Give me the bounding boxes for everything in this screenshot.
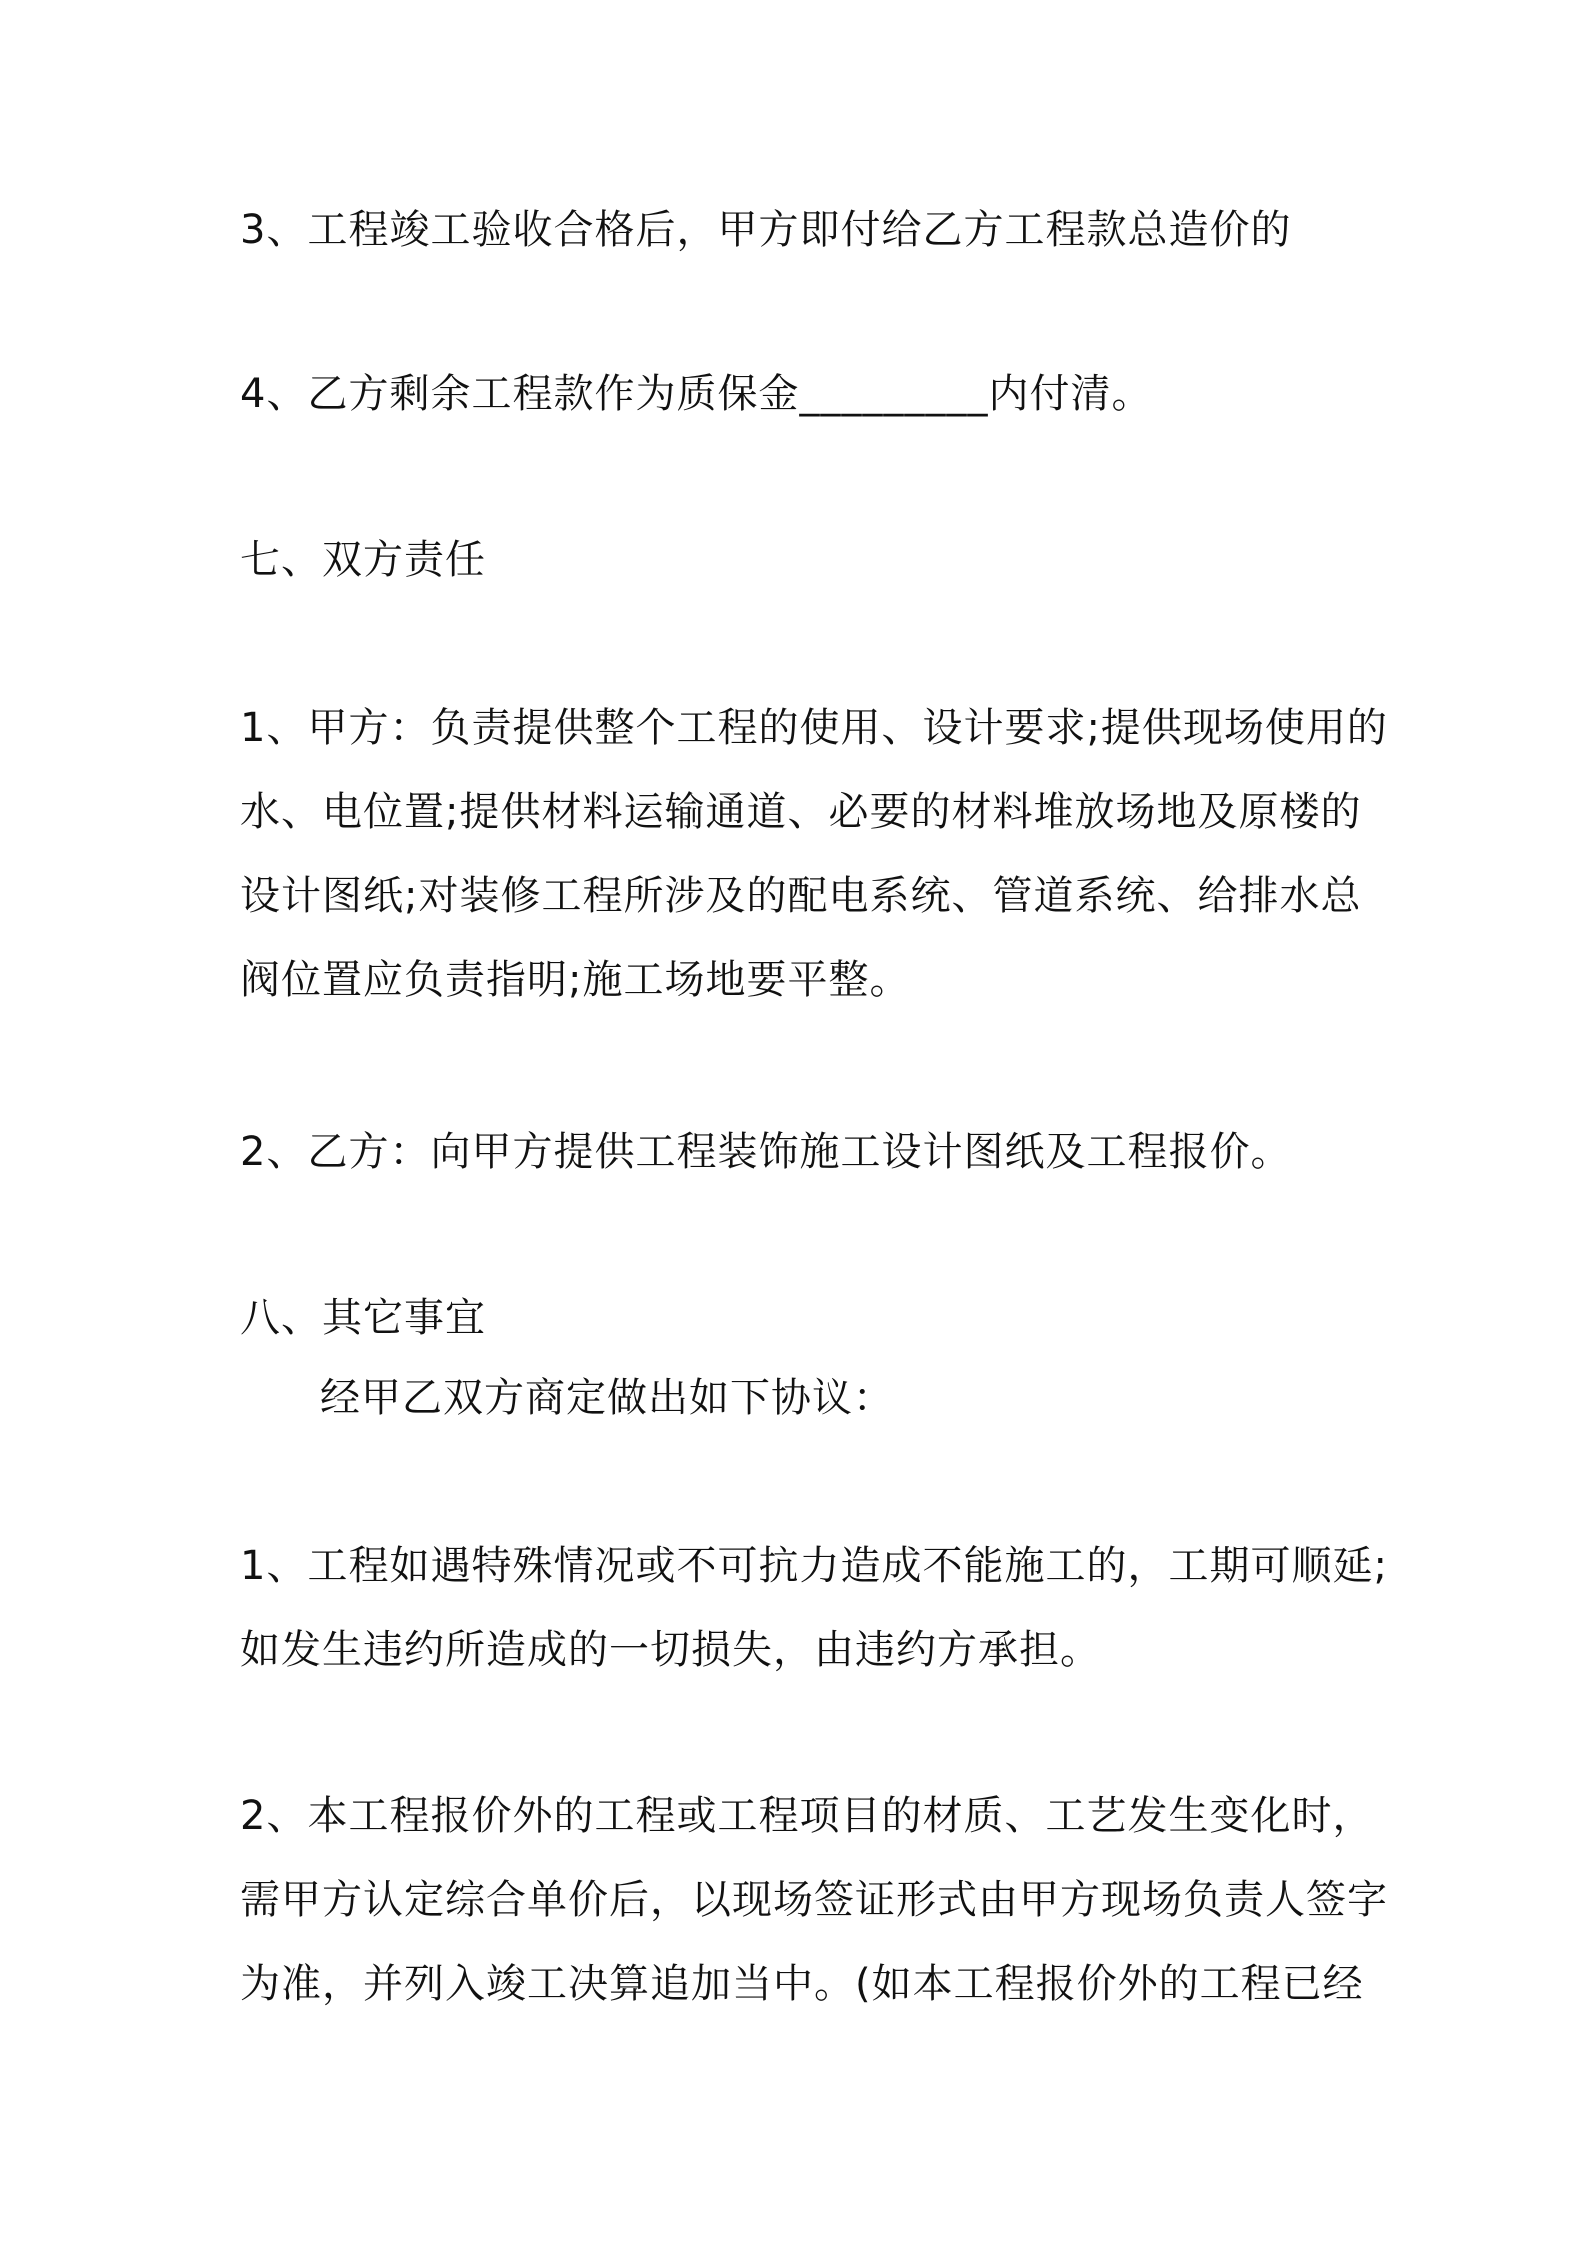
text-line: 1、工程如遇特殊情况或不可抗力造成不能施工的，工期可顺延; [240, 1543, 1388, 1589]
text-line: 2、乙方：向甲方提供工程装饰施工设计图纸及工程报价。 [240, 1129, 1292, 1175]
text-line: 为准，并列入竣工决算追加当中。(如本工程报价外的工程已经 [240, 1961, 1364, 2007]
text-line: 水、电位置;提供材料运输通道、必要的材料堆放场地及原楼的 [240, 789, 1362, 835]
text-line: 2、本工程报价外的工程或工程项目的材质、工艺发生变化时， [240, 1793, 1374, 1839]
paragraph-agreement-intro [320, 1356, 1450, 1440]
text-line: 经甲乙双方商定做出如下协议： [320, 1375, 894, 1421]
text-line: 如发生违约所造成的一切损失，由违约方承担。 [240, 1627, 1101, 1673]
text-line: 1、甲方：负责提供整个工程的使用、设计要求;提供现场使用的 [240, 705, 1388, 751]
section-heading-7 [240, 518, 1370, 602]
paragraph-party-a [240, 686, 1388, 1022]
section-heading-8 [240, 1276, 1370, 1360]
text-line: 设计图纸;对装修工程所涉及的配电系统、管道系统、给排水总 [240, 873, 1362, 919]
text-line: 3、工程竣工验收合格后，甲方即付给乙方工程款总造价的 [240, 207, 1292, 253]
text-line: 需甲方认定综合单价后，以现场签证形式由甲方现场负责人签字 [240, 1877, 1388, 1923]
paragraph-clause-1 [240, 1524, 1388, 1692]
paragraph-item-3 [240, 188, 1370, 272]
paragraph-party-b [240, 1110, 1370, 1194]
paragraph-clause-2 [240, 1774, 1388, 2026]
text-line: 4、乙方剩余工程款作为质保金_________内付清。 [240, 371, 1153, 417]
heading-text: 七、双方责任 [240, 537, 486, 583]
text-line: 阀位置应负责指明;施工场地要平整。 [240, 957, 911, 1003]
heading-text: 八、其它事宜 [240, 1295, 486, 1341]
paragraph-item-4 [240, 352, 1370, 436]
